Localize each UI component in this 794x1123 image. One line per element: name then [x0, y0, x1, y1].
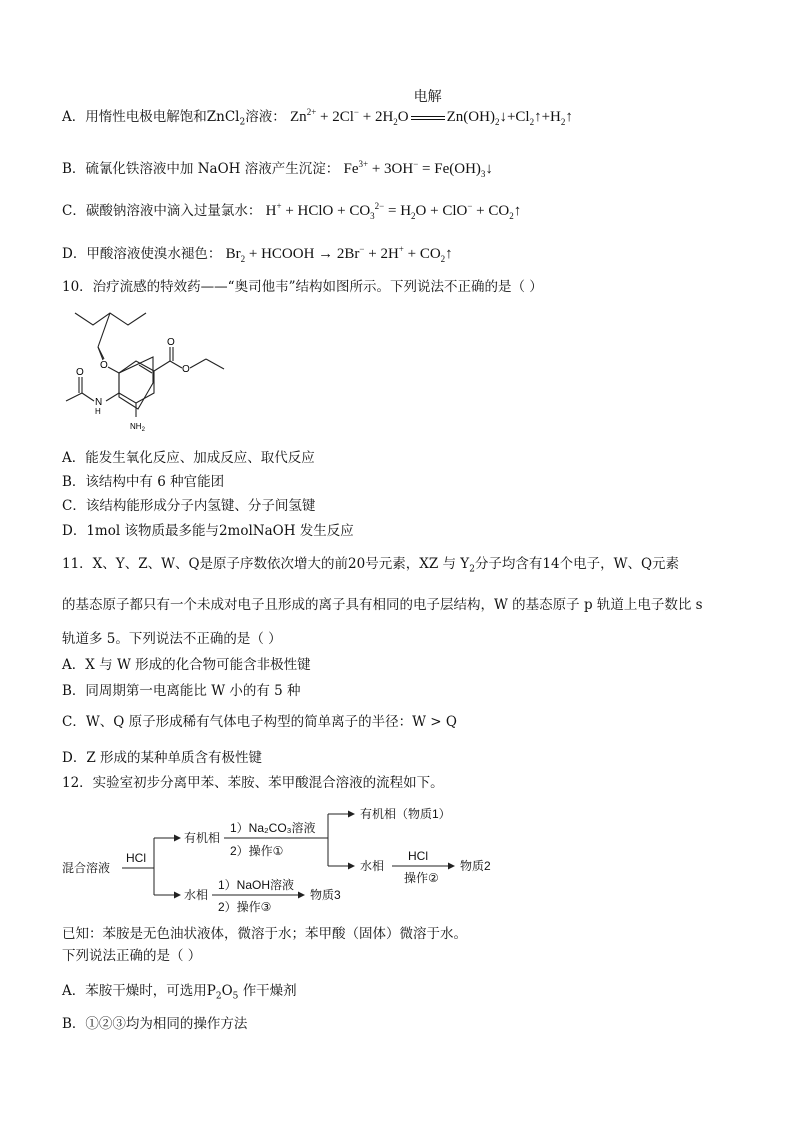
atom-o-amide: O — [76, 367, 84, 378]
q9-option-c-text: C．碳酸钠溶液中滴入过量氯水： — [62, 203, 262, 219]
q9-option-c-equation: H+ + HClO + $CO_3^{2-} = H_2O + ClO^-$ + $CO_2↑$ — [265, 201, 522, 221]
q9-option-a-mid: 溶液： — [245, 109, 286, 125]
flow-substance-1: 有机相（物质1） — [360, 807, 451, 821]
q9-option-a: A．用惰性电极电解饱和ZnCl$_2$溶液： $Zn^{2+} + 2Cl^- + 2H_2O$ 电解 $Zn(OH)_2↓+Cl_2↑+H_2↑$ — [62, 90, 573, 128]
q11-stem-line1: 11．X、Y、Z、W、Q是原子序数依次增大的前20号元素，XZ 与 $Y_2$分子均含有14个电子，W、Q元素 — [62, 556, 680, 575]
q12-option-a: A．苯胺干燥时，可选用$P_2O_5$ 作干燥剂 — [62, 983, 297, 1002]
atom-o-carbonyl: O — [167, 337, 175, 348]
atom-nh2-text: NH — [130, 422, 142, 431]
q11-option-d: D．Z 形成的某种单质含有极性键 — [62, 750, 262, 766]
q9-option-b — [62, 160, 493, 178]
atom-o-ester: O — [182, 364, 190, 375]
q11-option-b: B．同周期第一电离能比 W 小的有 5 种 — [62, 683, 301, 699]
atom-n-amide: N — [95, 397, 103, 408]
q9-option-a-equation: $Zn^{2+} + 2Cl^- + 2H_2O$ 电解 $Zn(OH)_2↓+Cl_2↑+H_2↑$ — [290, 90, 573, 127]
flow-organic-phase: 有机相 — [184, 831, 221, 845]
q12-option-a-suffix: 作干燥剂 — [242, 983, 297, 999]
q10-option-c: C．该结构能形成分子内氢键、分子间氢键 — [62, 498, 316, 514]
q12-option-a-prefix: A．苯胺干燥时，可选用P — [62, 983, 216, 999]
q10-option-d: D．1mol 该物质最多能与2molNaOH 发生反应 — [62, 523, 354, 539]
q11-stem-1a: 11．X、Y、Z、W、Q是原子序数依次增大的前20号元素，XZ 与 Y — [62, 556, 470, 572]
q9-option-d-text: D．甲酸溶液使溴水褪色： — [62, 246, 222, 262]
flow-mixed-solution: 混合溶液 — [62, 861, 111, 875]
electrolysis-condition: 电解 — [413, 90, 442, 105]
q11-stem-1b: 分子均含有14个电子，W、Q元素 — [474, 556, 680, 572]
flow-step-op3: 2）操作③ — [218, 900, 272, 914]
q10-option-a: A．能发生氧化反应、加成反应、取代反应 — [62, 450, 315, 466]
flow-substance-2: 物质2 — [460, 859, 491, 873]
q11-stem-line2: 的基态原子都只有一个未成对电子且形成的离子具有相同的电子层结构，W 的基态原子 p 轨道上电子数比 s — [62, 597, 703, 613]
q12-ask: 下列说法正确的是（ ） — [62, 948, 202, 964]
q11-stem-line3: 轨道多 5。下列说法不正确的是（ ） — [62, 631, 282, 647]
q12-stem: 12．实验室初步分离甲苯、苯胺、苯甲酸混合溶液的流程如下。 — [62, 775, 444, 791]
flow-aqueous-phase: 水相 — [184, 888, 209, 902]
q12-option-b: B．①②③均为相同的操作方法 — [62, 1016, 248, 1032]
q9-option-d — [62, 245, 453, 263]
flow-step-na2co3: 1）Na₂CO₃溶液 — [230, 821, 316, 835]
q11-option-c: C．W、Q 原子形成稀有气体电子构型的简单离子的半径：W > Q — [62, 714, 457, 730]
atom-h-amide: H — [95, 407, 101, 416]
q10-option-b: B．该结构中有 6 种官能团 — [62, 474, 225, 490]
q11-option-a: A．X 与 W 形成的化合物可能含非极性键 — [62, 657, 311, 673]
atom-o-ether: O — [100, 360, 108, 371]
q9-option-b-text: B．硫氰化铁溶液中加 NaOH 溶液产生沉淀： — [62, 161, 340, 177]
atom-nh2: $NH_2$ — [130, 422, 145, 433]
flow-hcl-1: HCl — [126, 851, 146, 865]
flow-op2: 操作② — [404, 871, 439, 885]
flow-substance-3: 物质3 — [310, 888, 341, 902]
flow-step-naoh: 1）NaOH溶液 — [218, 878, 295, 892]
q9-option-b-equation: $Fe^{3+} + 3OH^-$ = $Fe(OH)_3↓$ — [343, 159, 493, 179]
q9-option-a-prefix: A．用惰性电极电解饱和ZnCl — [62, 109, 240, 125]
flow-step-op1: 2）操作① — [230, 844, 284, 858]
flow-aqueous-phase-2: 水相 — [360, 859, 385, 873]
q10-stem: 10．治疗流感的特效药——“奥司他韦”结构如图所示。下列说法不正确的是（ ） — [62, 279, 543, 295]
separation-flowchart — [62, 800, 502, 920]
q9-option-d-equation: $Br_2$ + HCOOH → $2Br^- + 2H^+ + CO_2↑$ — [225, 244, 453, 264]
q9-option-c — [62, 202, 521, 220]
q12-known: 已知：苯胺是无色油状液体，微溶于水；苯甲酸（固体）微溶于水。 — [62, 926, 467, 942]
flow-hcl-2: HCl — [408, 849, 428, 863]
oseltamivir-structure — [58, 305, 248, 440]
